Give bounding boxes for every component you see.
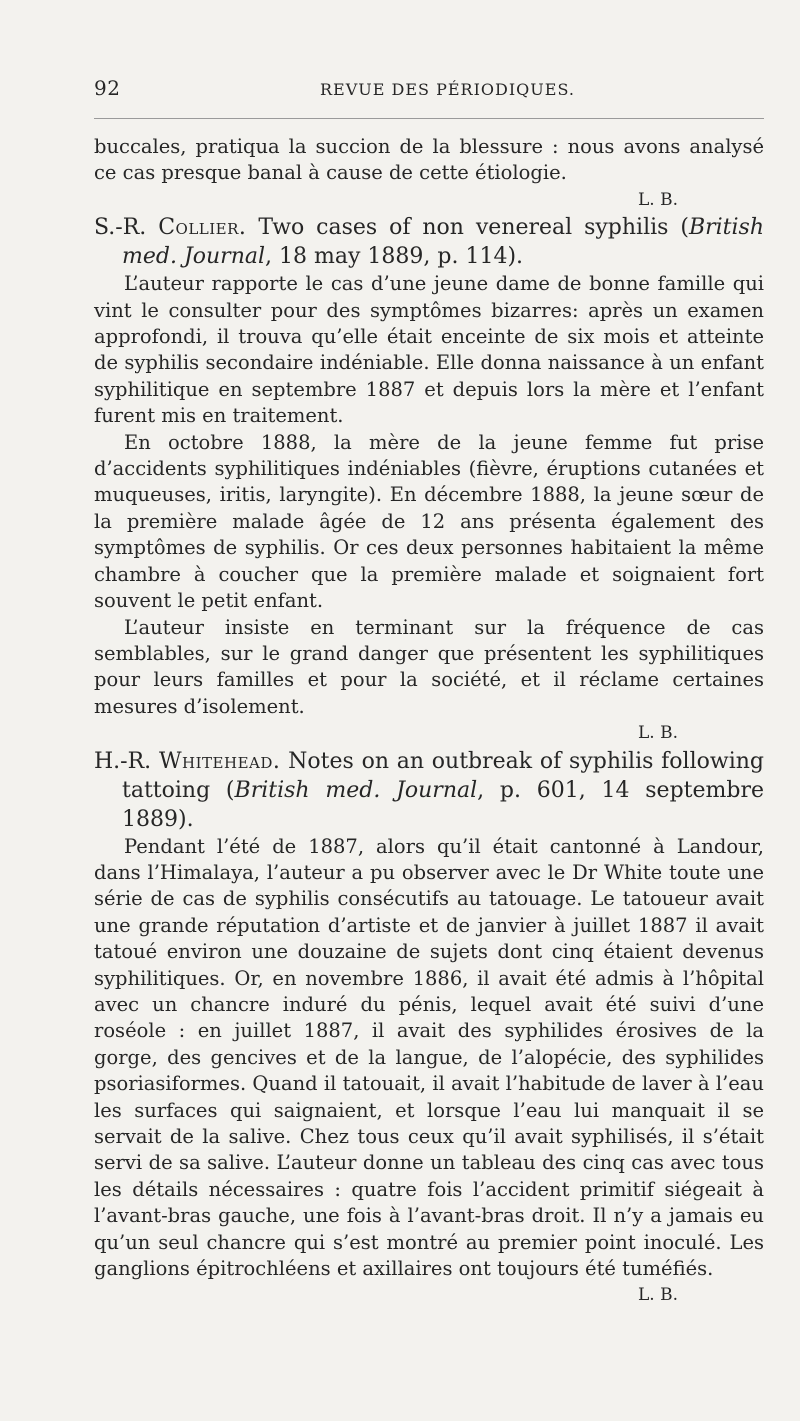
continuation-paragraph: buccales, pratiqua la succion de la blessure : nous avons analysé ce cas presque banal à cause de cette étiologie. (94, 135, 764, 185)
paragraph: L’auteur insiste en terminant sur la fréquence de cas semblables, sur le grand danger que présentent les syphilitiques pour leurs familles et pour la société, et il réclame certaines mesures d’isolement. (94, 615, 764, 718)
paragraph: L’auteur rapporte le cas d’une jeune dame de bonne famille qui vint le consulter pour des symptômes bizarres: après un examen approfondi, il trouva qu’elle était enceinte de six mois et atteinte de syphilis secondaire indéniable. Elle donna naissance à un enfant syphilitique en septembre 1887 et depuis lors la mère et l’enfant furent mis en traitement. (94, 272, 764, 428)
signature: L. B. (638, 723, 678, 744)
article-heading (94, 213, 764, 271)
article-title: Notes on an outbreak of syphilis following tattoing ( (122, 748, 764, 803)
author-initials: S.-R. (94, 215, 147, 241)
running-title: REVUE DES PÉRIODIQUES. (320, 80, 575, 99)
paragraph: En octobre 1888, la mère de la jeune femme fut prise d’accidents syphilitiques indéniables (fièvre, éruptions cutanées et muqueuses, iritis, laryngite). En décembre 1888, la jeune sœur de la première malade âgée de 12 ans présenta également des symptômes de syphilis. Or ces deux personnes habitaient la même chambre à coucher que la première malade et soignaient fort souvent le petit enfant. (94, 430, 764, 613)
page-body (94, 134, 764, 1309)
author-name: Whitehead. (158, 748, 281, 774)
journal-name: British med. Journal (234, 777, 478, 803)
author-initials: H.-R. (94, 748, 152, 774)
header-rule (94, 118, 764, 119)
citation-details: , 18 may 1889, p. 114). (265, 244, 524, 270)
signature: L. B. (638, 1285, 678, 1306)
article-heading (94, 747, 764, 834)
paragraph: Pendant l’été de 1887, alors qu’il était cantonné à Landour, dans l’Himalaya, l’auteur a pu observer avec le Dr White toute une série de cas de syphilis consécutifs au tatouage. Le tatoueur avait une grande réputation d’artiste et de janvier à juillet 1887 il avait tatoué environ une douzaine de sujets dont cinq étaient devenus syphilitiques. Or, en novembre 1886, il avait été admis à l’hôpital avec un chancre induré du pénis, lequel avait été suivi d’une roséole : en juillet 1887, il avait des syphilides érosives de la gorge, des gencives et de la langue, de l’alopécie, des syphilides psoriasiformes. Quand il tatouait, il avait l’habitude de laver à l’eau les surfaces qui saignaient, et lorsque l’eau lui manquait il se servait de la salive. Chez tous ceux qu’il avait syphilisés, il s’était servi de sa salive. L’auteur donne un tableau des cinq cas avec tous les détails nécessaires : quatre fois l’accident primitif siégeait à l’avant-bras gauche, une fois à l’avant-bras droit. Il n’y a jamais eu qu’un seul chancre qui s’est montré au premier point inoculé. Les ganglions épitrochléens et axillaires ont toujours été tuméfiés. (94, 834, 764, 1281)
citation-details: , p. 601, 14 septembre 1889). (122, 777, 764, 832)
article-title: Two cases of non venereal syphilis ( (258, 215, 689, 241)
author-name: Collier. (158, 215, 247, 241)
signature: L. B. (638, 189, 678, 210)
page-number: 92 (94, 76, 121, 100)
journal-name: British med. Journal (122, 215, 764, 270)
